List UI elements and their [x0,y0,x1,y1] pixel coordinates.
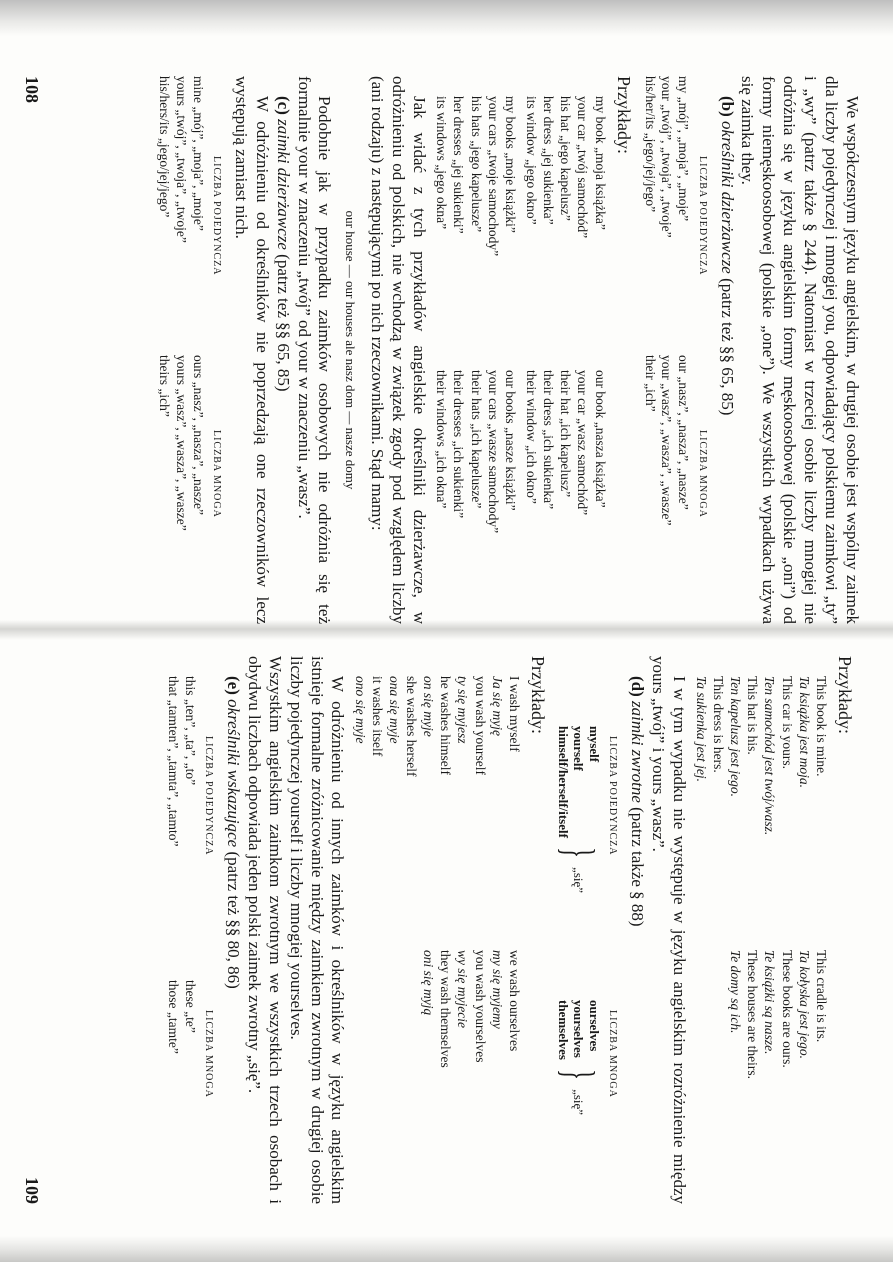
demonstratives-table [164,656,198,1204]
page-number: 108 [22,76,43,103]
determiners-table [641,76,692,624]
pron-singular-item: yours „twój”, „twoja”, „twoje” [173,76,189,243]
refl-gloss: „się” [571,1089,587,1116]
example-item: your cars „twoje samochody” [485,96,501,257]
example-item: your cars „wasze samochody” [485,370,501,534]
scan-bottom-edge [0,1236,893,1262]
example-item: oni się myją [421,950,437,1016]
example-item: its windows „jego okna” [434,96,450,230]
example-item: his hat „jego kapelusz” [558,96,574,221]
refl-plural-item: ourselves [586,1000,602,1052]
det-plural-item: our „nasz”, „nasza”, „nasze” [676,355,692,510]
reflexive-examples [351,656,522,1204]
example-item: she washes herself [403,676,419,777]
section-b-heading: (b) określniki dzierżawcze (patrz też §§ 65, 85) [717,96,737,416]
example-item: it washes itself [369,676,385,757]
example-item: ty się myjesz [455,676,471,744]
pron-plural-item: yours „wasz”, „wasza”, „wasze” [173,355,189,531]
conclusion-paragraph: Jak widać z tych przykładów angielskie określniki dzierżawcze, w odróżnieniu od polskich, nie wchodzą w związek zgody pod względem liczby (ani rodzaju) z następującymi po nich rzeczownikami. Stąd mamy: [368,76,430,624]
intro-paragraph: We współczesnym języku angielskim, w drugiej osobie jest wspólny zaimek dla liczby pojedynczej i mnogiej you, odpowiadający polskiemu zaimkowi „ty” i „wy” (patrz także § 244). Natomiast w trzeciej osobie liczby mnogiej nie odróżnia się w języku angielskim formy męskoosobowej (polskie „oni”) od formy niemęskoosobowej (polskie „one”). We wszystkich wypadkach używa się zaimka they. [738,76,862,624]
no-distinction-paragraph: I w tym wypadku nie występuje w języku angielskim rozróżnienie między yours „twój” i yours „wasz”. [648,656,689,1204]
example-item: Ta książka jest moja. [796,676,812,789]
dem-caption-row: LICZBA POJEDYNCZA LICZBA MNOGA [202,736,214,1098]
example-item: he washes himself [438,676,454,775]
refl-gloss: „się” [571,867,587,894]
example-item: her dress „jej sukienka” [541,96,557,225]
example-item: Ten samochód jest twój/wasz. [762,676,778,836]
possessive-examples [693,656,830,1204]
example-item: their windows „ich okna” [434,370,450,509]
example-item: ono się myje [352,676,368,744]
refl-singular-item: yourself [571,726,587,771]
dem-singular-item: this „ten”, „ta”, „to” [182,676,198,786]
example-item: Ta kołyska jest jego. [796,950,812,1059]
example-item: our books „nasze książki” [502,370,518,511]
right-brace-icon: } [554,1069,604,1080]
example-item: they wash themselves [438,950,454,1068]
example-item: your car „wasz samochód” [575,370,591,516]
example-item: This cradle is its. [813,950,829,1043]
example-item: This book is mine. [813,676,829,777]
det-plural-item: their „ich” [642,355,658,412]
det-singular-item: his/her/its „jego/jej/jego” [642,76,658,213]
example-item: her dresses „jej sukienki” [451,96,467,234]
reflexive-note-2: Wszystkim angielskim zaimkom zwrotnym we wszystkich trzech osobach i obydwu liczbach odpowiada jeden polski zaimek zwrotny „się”. [244,656,285,1204]
example-item: Te domy są ich. [728,950,744,1034]
example-item: your car „twój samochód” [575,96,591,239]
examples-heading: Przykłady: [613,76,634,154]
pron-singular-item: mine „mój”, „moja”, „moje” [190,76,206,231]
example-item: Ja się myję [489,676,505,736]
example-item: we wash ourselves [506,950,522,1052]
page-109 [17,650,862,1210]
section-e-heading: (e) określniki wskazujące (patrz też §§ 80, 86) [223,676,243,989]
example-item: Ten kapelusz jest jego. [728,676,744,797]
section-d-heading: (d) zaimki zwrotne (patrz także § 88) [627,676,647,927]
pron-plural-item: theirs „ich” [156,355,172,417]
example-item: These houses are theirs. [745,950,761,1079]
dem-plural-item: those „tamte” [165,980,181,1054]
example-item: my books „moje książki” [502,96,518,233]
example-item: This car is yours. [779,676,795,769]
dem-singular-item: that „tamten”, „tamta”, „tamto” [165,676,181,847]
examples-table-1 [523,76,609,624]
det-singular-item: my „mój”, „moja”, „moje” [676,76,692,222]
scan-top-edge [0,0,893,36]
refl-plural-item: themselves [555,1000,571,1060]
example-item: their hats „ich kapelusze” [468,370,484,509]
example-item: you wash yourselves [472,950,488,1063]
page-number: 109 [22,1177,43,1204]
dem-plural-item: these „te” [182,980,198,1033]
example-item: my się myjemy [489,950,505,1029]
similar-paragraph: Podobnie jak w przypadku zaimków osobowych nie odróżnia się też formalnie your w znaczeniu „twój” od your w znaczeniu „wasz”. [294,76,335,624]
example-item: their hat „ich kapelusz” [558,370,574,498]
example-item: its window „jego okno” [524,96,540,225]
refl-plural-item: yourselves [571,1000,587,1058]
page-108 [17,70,862,630]
example-item: my book „moja książka” [592,96,608,230]
example-item: ona się myje [386,676,402,744]
example-item: This dress is hers. [711,676,727,773]
det-caption-row: LICZBA POJEDYNCZA LICZBA MNOGA [696,156,708,518]
example-item: on się myje [421,676,437,737]
det-singular-item: your „twój”, „twoja”, „twoje” [659,76,675,238]
example-item: Ta sukienka jest jej. [693,676,709,782]
refl-caption-row: LICZBA POJEDYNCZA LICZBA MNOGA [607,736,619,1098]
example-item: their dress „ich sukienka” [541,370,557,510]
right-brace-icon: } [554,847,604,858]
example-item: his hats „jego kapelusze” [468,96,484,233]
examples-heading: Przykłady: [835,656,855,734]
pron-singular-item: his/hers/its „jego/jej/jego” [156,76,172,218]
example-item: Te książki są nasze. [762,950,778,1055]
example-item: their window „ich okno” [524,370,540,504]
example-item: our book „nasza książka” [592,370,608,508]
reflexive-table [555,656,602,1204]
refl-singular-item: himself/herself/itself [555,726,571,838]
formula-line: our house — our houses ale nasz dom — nasze domy [343,210,359,490]
pron-caption-row: LICZBA POJEDYNCZA LICZBA MNOGA [210,156,222,518]
example-item: wy się myjecie [455,950,471,1028]
example-item: This hat is his. [745,676,761,755]
example-item: their dresses „ich sukienki” [451,370,467,519]
example-item: These books are ours. [779,950,795,1068]
example-item: you wash yourself [472,676,488,775]
det-plural-item: your „wasz”, „wasza”, „wasze” [659,355,675,526]
refl-singular-item: myself [586,726,602,763]
pronouns-table [155,76,206,624]
reflexive-note: W odróżnieniu od innych zaimków i określników w języku angielskim istnieje formalne zróżnicowanie między zaimkiem zwrotnym w drugiej osobie liczby pojedynczej yourself i liczby mnogiej yourselves. [286,656,348,1204]
section-c-heading: (c) zaimki dzierżawcze (patrz też §§ 65, 85) [273,96,293,392]
c-paragraph: W odróżnieniu od określników nie poprzedzają one rzeczowników lecz występują zamiast nich. [231,76,272,624]
examples-heading-2: Przykłady: [527,656,548,734]
pron-plural-item: ours „nasz”, „nasza”, „nasze” [190,355,206,516]
example-item: I wash myself [506,676,522,752]
examples-table-2 [433,76,519,624]
